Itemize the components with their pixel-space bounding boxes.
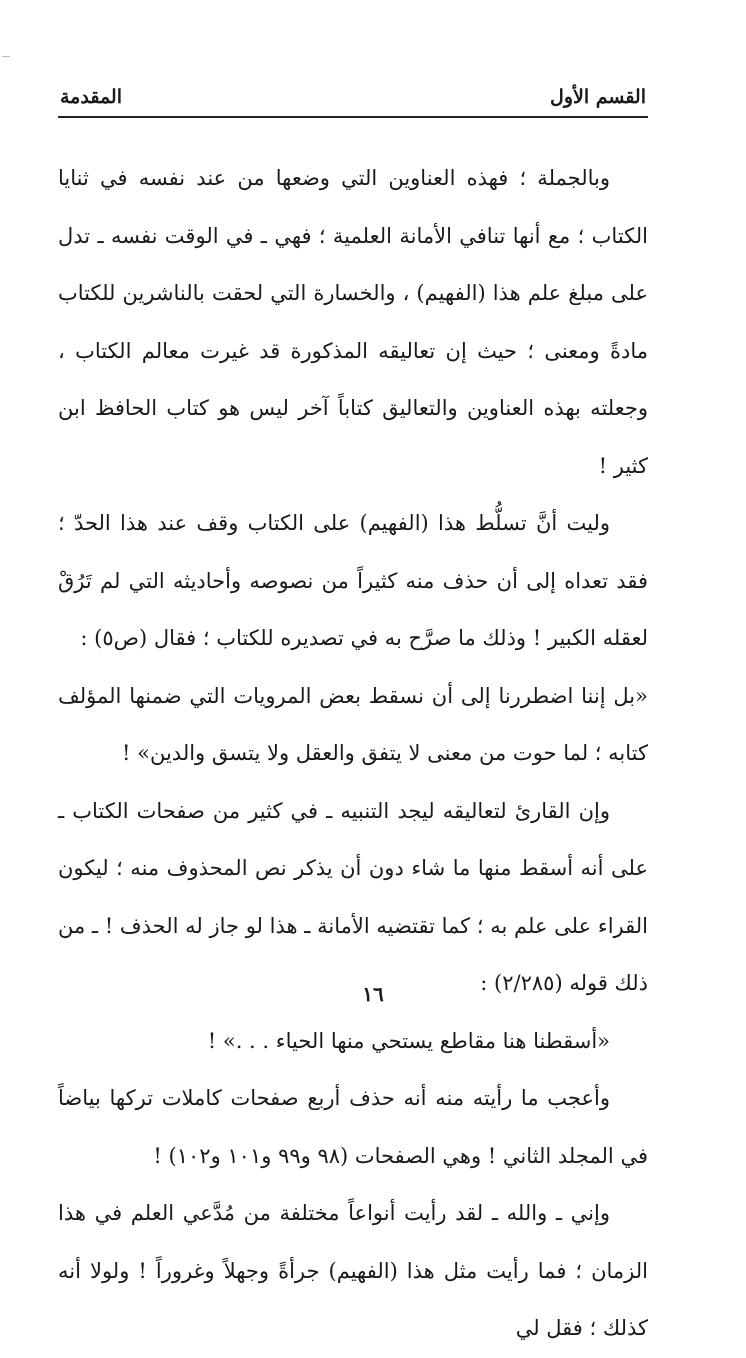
header-rule: [58, 116, 648, 118]
running-header: [60, 82, 646, 114]
page-number: ١٦: [362, 982, 384, 1006]
paragraph: وأعجب ما رأيته منه أنه حذف أربع صفحات كاملات تركها بياضاً في المجلد الثاني ! وهي الصفحات (٩٨ و٩٩ و١٠١ و١٠٢) !: [58, 1086, 648, 1168]
paragraph: وبالجملة ؛ فهذه العناوين التي وضعها من عند نفسه في ثنايا الكتاب ؛ مع أنها تنافي الأمانة العلمية ؛ فهي ـ في الوقت نفسه ـ تدل على مبلغ علم هذا (الفهيم) ، والخسارة التي لحقت بالناشرين للكتاب مادةً ومعنى ؛ حيث إن تعاليقه المذكورة قد غيرت معالم الكتاب ، وجعلته بهذه العناوين والتعاليق كتاباً آخر ليس هو كتاب الحافظ ابن كثير !: [58, 166, 648, 478]
paragraph: وليت أنَّ تسلُّط هذا (الفهيم) على الكتاب وقف عند هذا الحدّ ؛ فقد تعداه إلى أن حذف منه كثيراً من نصوصه وأحاديثه التي لم تَرُقْ لعقله الكبير ! وذلك ما صرَّح به في تصديره للكتاب ؛ فقال (ص٥) :: [58, 511, 648, 650]
block-quote: «بل إننا اضطررنا إلى أن نسقط بعض المرويات التي ضمنها المؤلف كتابه ؛ لما حوت من معنى لا يتفق والعقل ولا يتسق والدين» !: [58, 683, 648, 765]
section-title: القسم الأول: [550, 86, 646, 108]
chapter-title: المقدمة: [60, 86, 123, 108]
body-text: [58, 150, 648, 1358]
block-quote: «أسقطنا هنا مقاطع يستحي منها الحياء . . .» !: [207, 1028, 610, 1053]
scan-edge-mark: [2, 56, 10, 57]
paragraph: وإن القارئ لتعاليقه ليجد التنبيه ـ في كثير من صفحات الكتاب ـ على أنه أسقط منها ما شاء دون أن يذكر نص المحذوف منه ؛ ليكون القراء على علم به ؛ كما تقتضيه الأمانة ـ هذا لو جاز له الحذف ! ـ من ذلك قوله (٢/٢٨٥) :: [58, 798, 648, 995]
paragraph: وإني ـ والله ـ لقد رأيت أنواعاً مختلفة من مُدَّعي العلم في هذا الزمان ؛ فما رأيت مثل هذا (الفهيم) جرأةً وجهلاً وغروراً ! ولولا أنه كذلك ؛ فقل لي: [58, 1201, 648, 1340]
